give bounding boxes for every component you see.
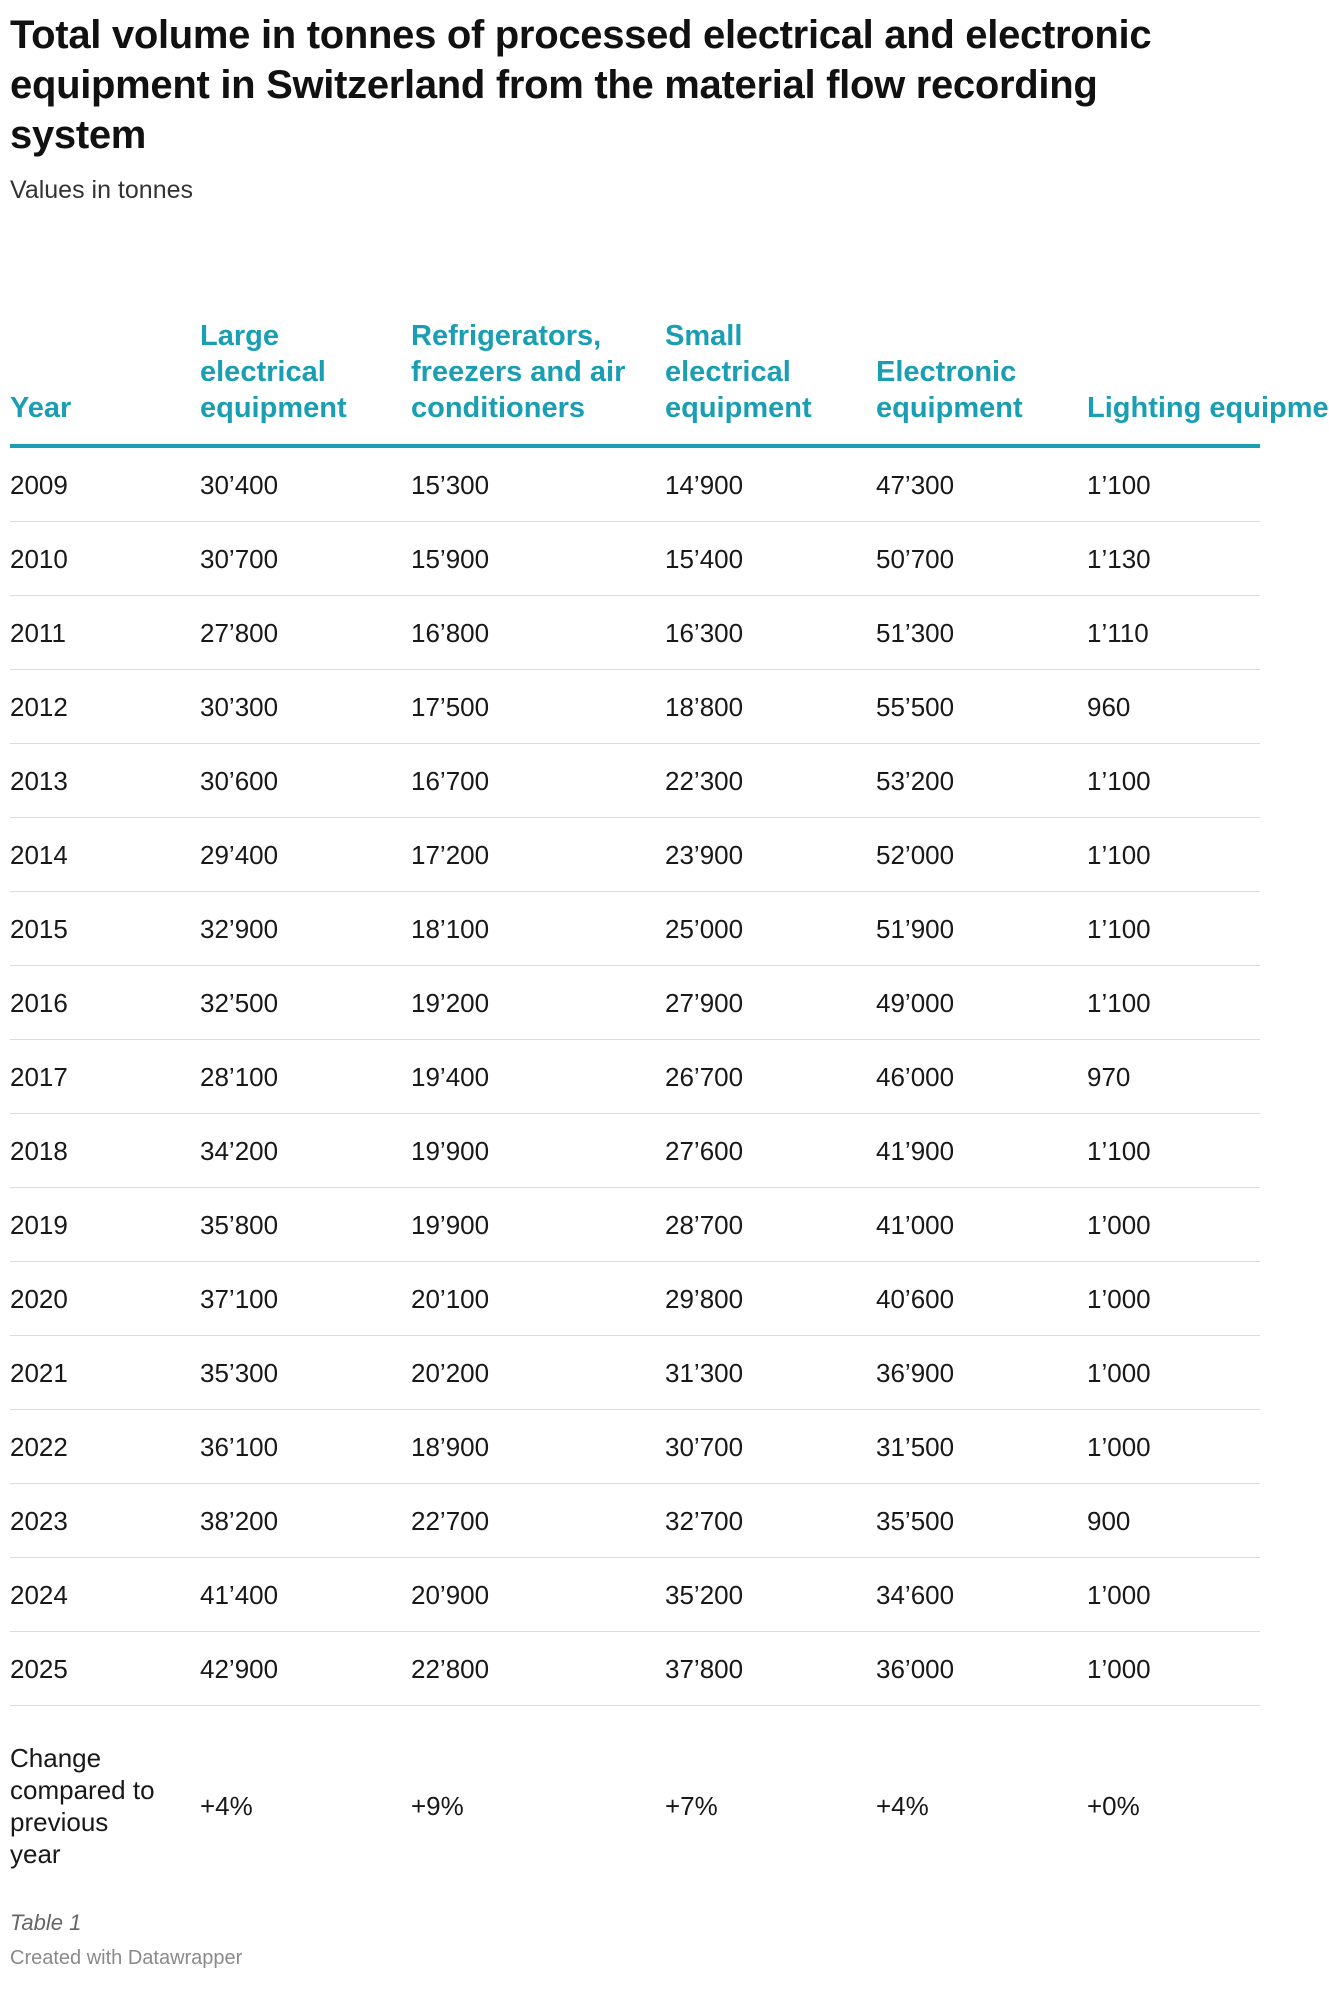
- value-cell: 38’200: [200, 1484, 411, 1558]
- value-cell: 1’100: [1087, 892, 1260, 966]
- value-cell: 46’000: [876, 1040, 1087, 1114]
- value-cell: 49’000: [876, 966, 1087, 1040]
- value-cell: 36’100: [200, 1410, 411, 1484]
- column-header-lighting: Lighting equipme: [1087, 262, 1260, 446]
- value-cell: 35’800: [200, 1188, 411, 1262]
- value-cell: 42’900: [200, 1632, 411, 1706]
- value-cell: 37’100: [200, 1262, 411, 1336]
- value-cell: 35’300: [200, 1336, 411, 1410]
- table-row: [10, 744, 1260, 818]
- value-cell: 29’800: [665, 1262, 876, 1336]
- value-cell: 27’900: [665, 966, 876, 1040]
- table-row: [10, 818, 1260, 892]
- value-cell: 1’000: [1087, 1188, 1260, 1262]
- value-cell: 1’000: [1087, 1410, 1260, 1484]
- value-cell: 22’700: [411, 1484, 665, 1558]
- year-cell: 2018: [10, 1114, 200, 1188]
- value-cell: 1’100: [1087, 744, 1260, 818]
- value-cell: 1’100: [1087, 446, 1260, 522]
- table-row: [10, 1188, 1260, 1262]
- value-cell: 17’500: [411, 670, 665, 744]
- datawrapper-credit: Created with Datawrapper: [10, 1947, 243, 1969]
- value-cell: 40’600: [876, 1262, 1087, 1336]
- year-cell: 2013: [10, 744, 200, 818]
- chart-subtitle: Values in tonnes: [10, 176, 193, 204]
- table-row: [10, 966, 1260, 1040]
- year-cell: 2010: [10, 522, 200, 596]
- value-cell: 1’000: [1087, 1336, 1260, 1410]
- value-cell: 41’900: [876, 1114, 1087, 1188]
- value-cell: 15’300: [411, 446, 665, 522]
- value-cell: 35’200: [665, 1558, 876, 1632]
- value-cell: 32’700: [665, 1484, 876, 1558]
- table-row: [10, 1040, 1260, 1114]
- table-row: [10, 670, 1260, 744]
- year-cell: 2025: [10, 1632, 200, 1706]
- value-cell: 29’400: [200, 818, 411, 892]
- value-cell: 22’800: [411, 1632, 665, 1706]
- value-cell: 1’130: [1087, 522, 1260, 596]
- table-row: [10, 1410, 1260, 1484]
- year-cell: 2021: [10, 1336, 200, 1410]
- value-cell: 16’300: [665, 596, 876, 670]
- value-cell: 20’900: [411, 1558, 665, 1632]
- value-cell: 23’900: [665, 818, 876, 892]
- table-row: [10, 1484, 1260, 1558]
- value-cell: 27’800: [200, 596, 411, 670]
- value-cell: 30’700: [200, 522, 411, 596]
- table-row: [10, 1262, 1260, 1336]
- value-cell: 17’200: [411, 818, 665, 892]
- value-cell: 20’200: [411, 1336, 665, 1410]
- value-cell: 31’300: [665, 1336, 876, 1410]
- value-cell: 19’400: [411, 1040, 665, 1114]
- value-cell: 51’300: [876, 596, 1087, 670]
- year-cell: 2023: [10, 1484, 200, 1558]
- column-header-small-electrical: Small electrical equipment: [665, 262, 876, 446]
- change-row: [10, 1706, 1260, 1907]
- value-cell: 15’400: [665, 522, 876, 596]
- year-cell: 2024: [10, 1558, 200, 1632]
- value-cell: 36’000: [876, 1632, 1087, 1706]
- value-cell: 35’500: [876, 1484, 1087, 1558]
- value-cell: 41’400: [200, 1558, 411, 1632]
- table-row: [10, 596, 1260, 670]
- table-note: Table 1: [10, 1910, 82, 1935]
- value-cell: 47’300: [876, 446, 1087, 522]
- value-cell: 55’500: [876, 670, 1087, 744]
- value-cell: 30’300: [200, 670, 411, 744]
- value-cell: 41’000: [876, 1188, 1087, 1262]
- year-cell: 2014: [10, 818, 200, 892]
- value-cell: 28’100: [200, 1040, 411, 1114]
- value-cell: 16’800: [411, 596, 665, 670]
- value-cell: 1’000: [1087, 1632, 1260, 1706]
- change-value-cell: +0%: [1087, 1791, 1140, 1821]
- value-cell: 1’100: [1087, 966, 1260, 1040]
- value-cell: 19’900: [411, 1188, 665, 1262]
- table-row: [10, 522, 1260, 596]
- year-cell: 2016: [10, 966, 200, 1040]
- table-header-row: [10, 262, 1260, 446]
- value-cell: 26’700: [665, 1040, 876, 1114]
- column-header-large-electrical: Large electrical equipment: [200, 262, 411, 446]
- chart-title: Total volume in tonnes of processed electrical and electronic equipment in Switzerland from the material flow recording system: [10, 13, 1152, 157]
- value-cell: 27’600: [665, 1114, 876, 1188]
- table-body: [10, 446, 1260, 1906]
- value-cell: 37’800: [665, 1632, 876, 1706]
- value-cell: 52’000: [876, 818, 1087, 892]
- value-cell: 19’900: [411, 1114, 665, 1188]
- value-cell: 1’100: [1087, 1114, 1260, 1188]
- value-cell: 31’500: [876, 1410, 1087, 1484]
- data-table-wrapper: [10, 262, 1329, 1906]
- value-cell: 1’000: [1087, 1262, 1260, 1336]
- change-value-cell: +9%: [411, 1791, 464, 1821]
- value-cell: 36’900: [876, 1336, 1087, 1410]
- value-cell: 22’300: [665, 744, 876, 818]
- value-cell: 970: [1087, 1040, 1260, 1114]
- table-row: [10, 446, 1260, 522]
- column-header-year: Year: [10, 262, 200, 446]
- table-row: [10, 892, 1260, 966]
- change-value-cell: +7%: [665, 1791, 718, 1821]
- value-cell: 19’200: [411, 966, 665, 1040]
- value-cell: 30’400: [200, 446, 411, 522]
- value-cell: 32’500: [200, 966, 411, 1040]
- value-cell: 1’110: [1087, 596, 1260, 670]
- value-cell: 28’700: [665, 1188, 876, 1262]
- chart-container: [10, 0, 1329, 1869]
- year-cell: 2015: [10, 892, 200, 966]
- year-cell: 2012: [10, 670, 200, 744]
- value-cell: 18’100: [411, 892, 665, 966]
- year-cell: 2009: [10, 446, 200, 522]
- table-row: [10, 1632, 1260, 1706]
- value-cell: 50’700: [876, 522, 1087, 596]
- value-cell: 960: [1087, 670, 1260, 744]
- change-label: Change compared to previous year: [10, 1743, 155, 1869]
- value-cell: 900: [1087, 1484, 1260, 1558]
- data-table: [10, 262, 1329, 1906]
- year-cell: 2017: [10, 1040, 200, 1114]
- value-cell: 1’100: [1087, 818, 1260, 892]
- change-value-cell: +4%: [876, 1791, 929, 1821]
- year-cell: 2011: [10, 596, 200, 670]
- value-cell: 18’800: [665, 670, 876, 744]
- value-cell: 34’600: [876, 1558, 1087, 1632]
- value-cell: 16’700: [411, 744, 665, 818]
- value-cell: 1’000: [1087, 1558, 1260, 1632]
- column-header-electronic: Electronic equipment: [876, 262, 1087, 446]
- value-cell: 34’200: [200, 1114, 411, 1188]
- column-header-refrigerators: Refrigerators, freezers and air conditioners: [411, 262, 665, 446]
- year-cell: 2020: [10, 1262, 200, 1336]
- table-row: [10, 1336, 1260, 1410]
- value-cell: 15’900: [411, 522, 665, 596]
- value-cell: 25’000: [665, 892, 876, 966]
- value-cell: 20’100: [411, 1262, 665, 1336]
- year-cell: 2019: [10, 1188, 200, 1262]
- table-row: [10, 1558, 1260, 1632]
- value-cell: 14’900: [665, 446, 876, 522]
- change-value-cell: +4%: [200, 1791, 253, 1821]
- year-cell: 2022: [10, 1410, 200, 1484]
- value-cell: 18’900: [411, 1410, 665, 1484]
- value-cell: 53’200: [876, 744, 1087, 818]
- value-cell: 51’900: [876, 892, 1087, 966]
- value-cell: 30’700: [665, 1410, 876, 1484]
- table-row: [10, 1114, 1260, 1188]
- value-cell: 32’900: [200, 892, 411, 966]
- value-cell: 30’600: [200, 744, 411, 818]
